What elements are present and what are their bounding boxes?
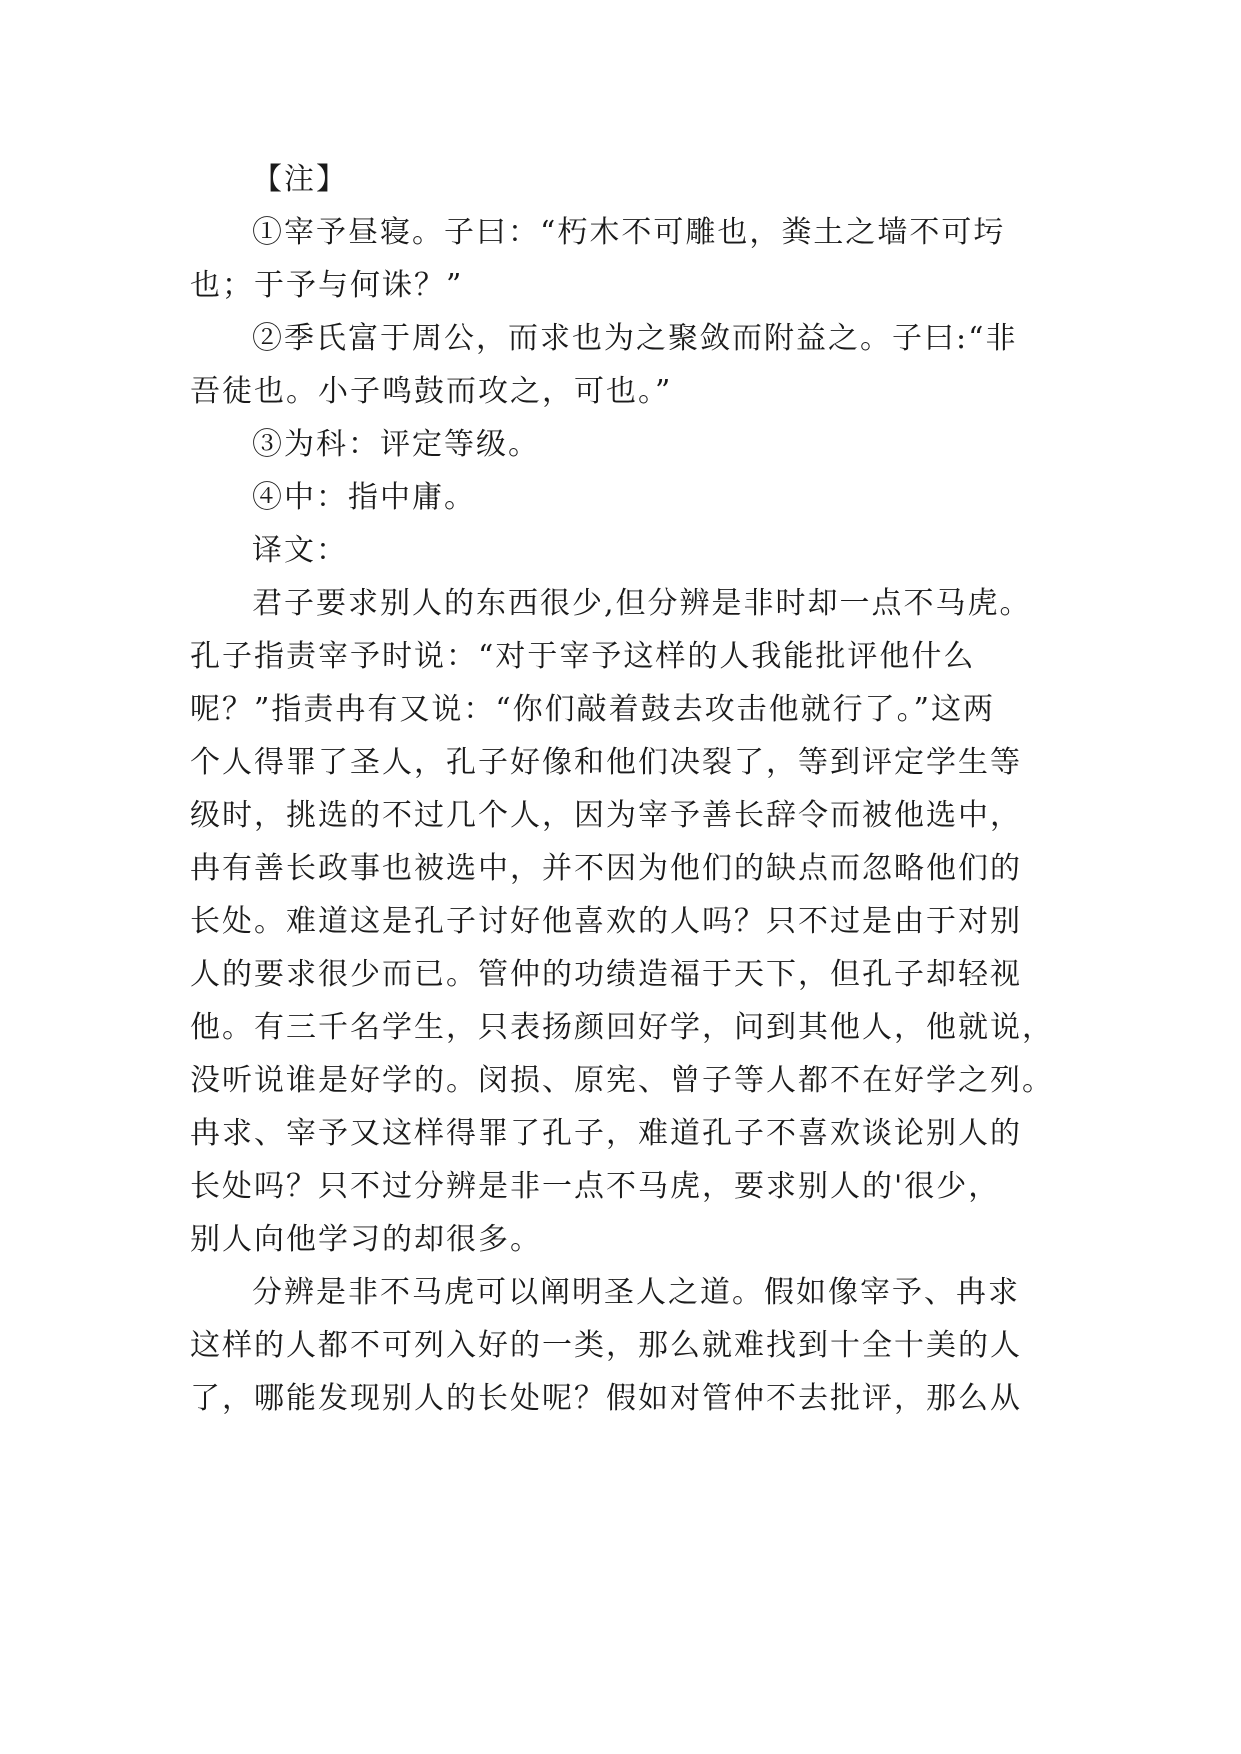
paragraph-1-line-7: 长处。难道这是孔子讨好他喜欢的人吗？只不过是由于对别 bbox=[190, 904, 1022, 939]
paragraph-1-line-4: 个人得罪了圣人，孔子好像和他们决裂了，等到评定学生等 bbox=[190, 745, 1022, 780]
paragraph-2-line-1: 分辨是非不马虎可以阐明圣人之道。假如像宰予、冉求 bbox=[252, 1275, 1020, 1310]
note-4: ④中：指中庸。 bbox=[252, 480, 476, 515]
paragraph-1-line-11: 冉求、宰予又这样得罪了孔子，难道孔子不喜欢谈论别人的 bbox=[190, 1116, 1022, 1151]
paragraph-1-line-12: 长处吗？只不过分辨是非一点不马虎，要求别人的'很少， bbox=[190, 1169, 1001, 1204]
note-2-line-1: ②季氏富于周公，而求也为之聚敛而附益之。子曰:“非 bbox=[252, 321, 1018, 356]
paragraph-2-line-2: 这样的人都不可列入好的一类，那么就难找到十全十美的人 bbox=[190, 1328, 1022, 1363]
note-heading: 【注】 bbox=[252, 162, 348, 197]
paragraph-1-line-2: 孔子指责宰予时说：“对于宰予这样的人我能批评他什么 bbox=[190, 639, 976, 674]
paragraph-1-line-8: 人的要求很少而已。管仲的功绩造福于天下，但孔子却轻视 bbox=[190, 957, 1022, 992]
paragraph-1-line-6: 冉有善长政事也被选中，并不因为他们的缺点而忽略他们的 bbox=[190, 851, 1022, 886]
paragraph-1-line-9: 他。有三千名学生，只表扬颜回好学，问到其他人，他就说， bbox=[190, 1010, 1054, 1045]
paragraph-1-line-3: 呢？”指责冉有又说：“你们敲着鼓去攻击他就行了。”这两 bbox=[190, 692, 996, 727]
paragraph-1-line-1: 君子要求别人的东西很少,但分辨是非时却一点不马虎。 bbox=[252, 586, 1032, 621]
note-1-line-2: 也；于予与何诛？” bbox=[190, 268, 464, 303]
note-3: ③为科：评定等级。 bbox=[252, 427, 540, 462]
note-1-line-1: ①宰予昼寝。子曰：“朽木不可雕也，粪土之墙不可圬 bbox=[252, 215, 1006, 250]
paragraph-2-line-3: 了，哪能发现别人的长处呢？假如对管仲不去批评，那么从 bbox=[190, 1381, 1022, 1416]
paragraph-1-line-10: 没听说谁是好学的。闵损、原宪、曾子等人都不在好学之列。 bbox=[190, 1063, 1054, 1098]
paragraph-1-line-5: 级时，挑选的不过几个人，因为宰予善长辞令而被他选中， bbox=[190, 798, 1022, 833]
translation-heading: 译文： bbox=[252, 533, 348, 568]
note-2-line-2: 吾徒也。小子鸣鼓而攻之，可也。” bbox=[190, 374, 673, 409]
paragraph-1-line-13: 别人向他学习的却很多。 bbox=[190, 1222, 542, 1257]
